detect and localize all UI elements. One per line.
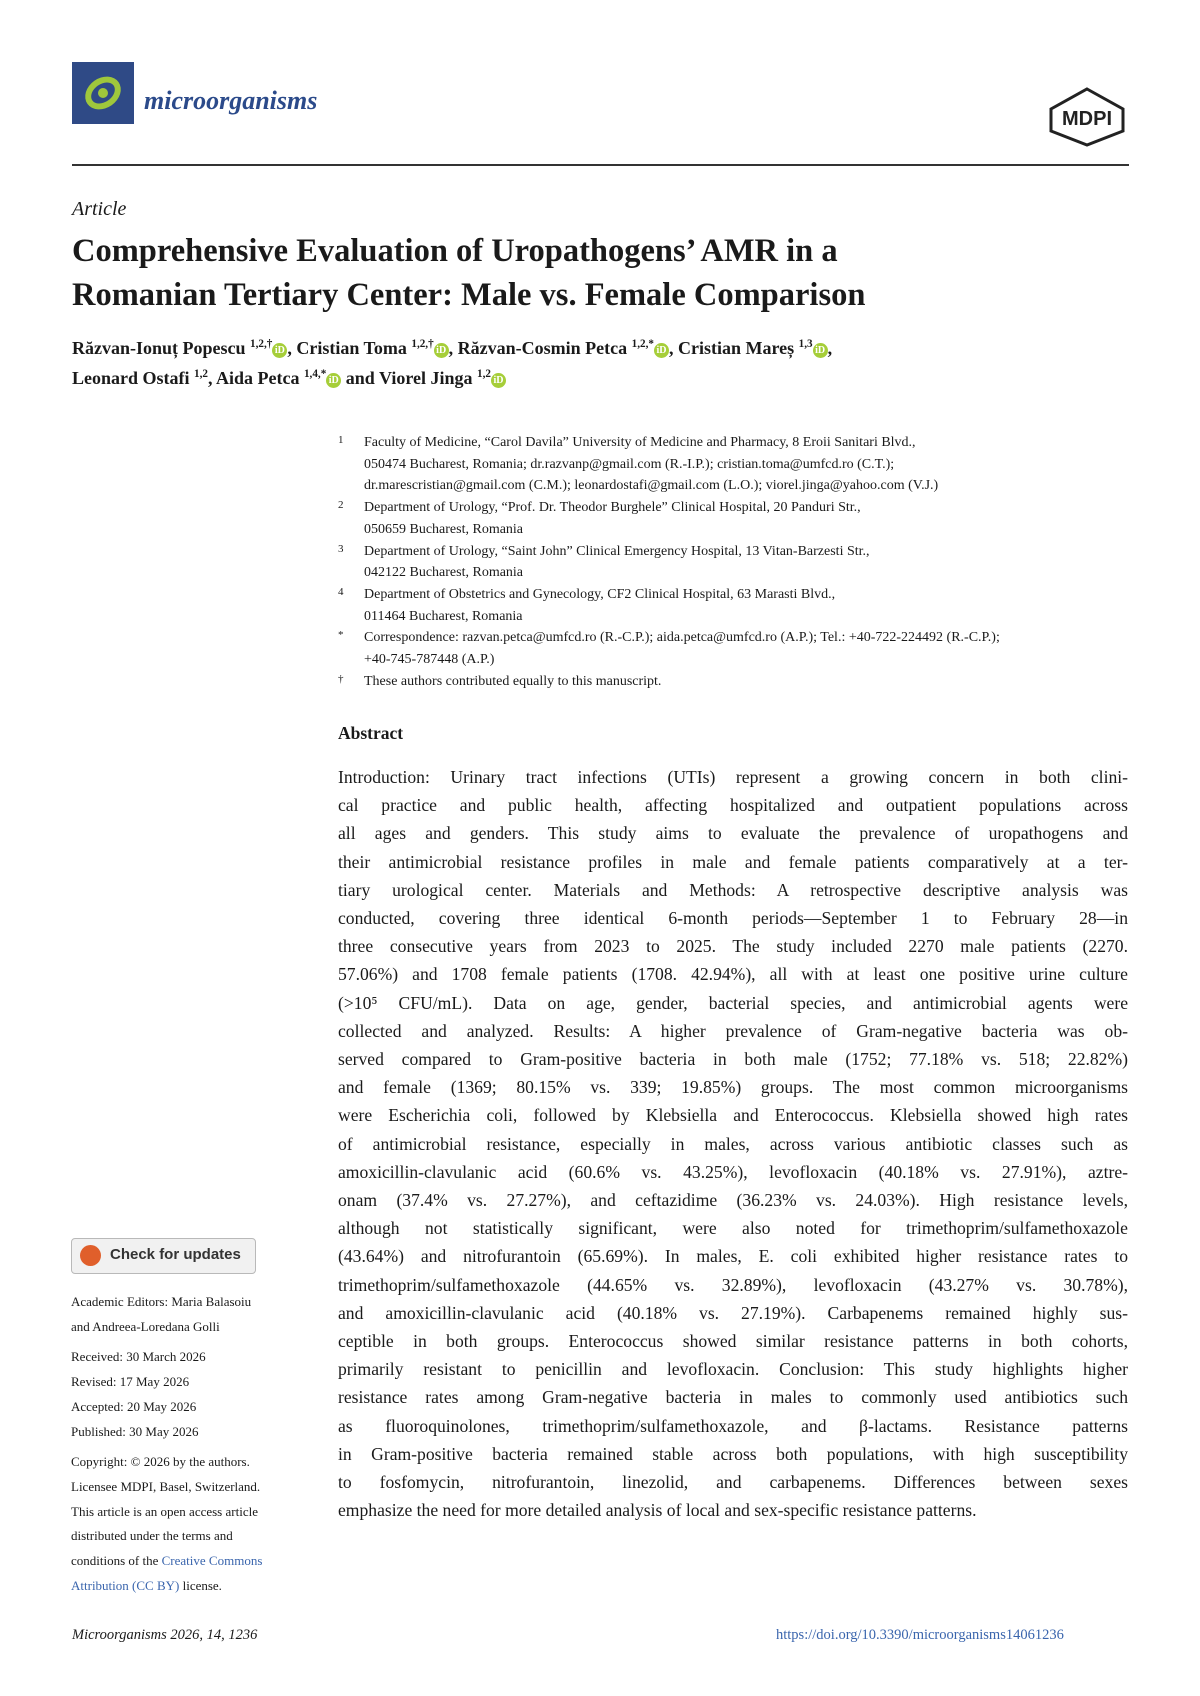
- abstract-line: to fosfomycin, nitrofurantoin, linezolid, and carbapenems. Differences between sexes: [338, 1472, 1128, 1493]
- orcid-icon[interactable]: iD: [654, 343, 669, 358]
- abstract-line: cal practice and public health, affecting hospitalized and outpatient populations across: [338, 795, 1128, 816]
- svg-text:MDPI: MDPI: [1062, 108, 1112, 130]
- affiliation-marker: 2: [338, 499, 344, 512]
- affiliation-line: 042122 Bucharest, Romania: [364, 565, 524, 581]
- affiliation-item: [338, 627, 1128, 670]
- license-link[interactable]: Attribution (CC BY): [71, 1577, 180, 1593]
- abstract-line: their antimicrobial resistance profiles in male and female patients comparatively at a ter-: [338, 851, 1128, 872]
- accepted-date: Accepted: 20 May 2026: [71, 1398, 197, 1414]
- copyright-line: Copyright: © 2026 by the authors.: [71, 1454, 250, 1470]
- affiliation-item: [338, 671, 1128, 693]
- received-date: Received: 30 March 2026: [71, 1349, 206, 1365]
- author[interactable]: Viorel Jinga $^{1,2}$iD: [379, 368, 506, 388]
- copyright-line: Licensee MDPI, Basel, Switzerland.: [71, 1478, 261, 1494]
- abstract-line: resistance rates among Gram-negative bacteria in males to commonly used antibiotics such: [338, 1387, 1128, 1408]
- author[interactable]: Răzvan-Cosmin Petca $^{1,2,*}$iD: [458, 338, 669, 358]
- abstract-line: although not statistically significant, were also noted for trimethoprim/sulfamethoxazole: [338, 1218, 1128, 1239]
- orcid-icon[interactable]: iD: [272, 343, 287, 358]
- abstract-line: (>10⁵ CFU/mL). Data on age, gender, bacterial species, and antimicrobial agents were: [338, 992, 1128, 1013]
- affiliation-item: [338, 584, 1128, 627]
- author-list: Răzvan-Ionuț Popescu $^{1,2,\dagger}$iD , Cristian Toma $^{1,2,\dagger}$iD , Răzvan-Cosmin Petca $^{1,2,*}$iD , Cristian Mareș $^{1,3}$iD , Leonard Ostafi $^{1,2}$, Aida Petca $^{1,4,*}$iD and Viorel Jinga $^{1,2}$iD: [72, 338, 833, 388]
- title-line: Comprehensive Evaluation of Uropathogens’ AMR in a: [72, 233, 838, 269]
- journal-name: microorganisms: [144, 86, 318, 115]
- abstract-line: Introduction: Urinary tract infections (UTIs) represent a growing concern in both clini-: [338, 767, 1128, 787]
- affiliation-line: Department of Obstetrics and Gynecology, CF2 Clinical Hospital, 63 Marasti Blvd.,: [364, 586, 836, 602]
- journal-logo-icon: [72, 62, 134, 124]
- affiliation-line: dr.marescristian@gmail.com (C.M.); leonardostafi@gmail.com (L.O.); viorel.jinga@yahoo.com (V.J.): [364, 478, 939, 494]
- article-type: Article: [72, 198, 127, 220]
- abstract-line: as fluoroquinolones, trimethoprim/sulfamethoxazole, and β-lactams. Resistance patterns: [338, 1415, 1128, 1436]
- orcid-icon[interactable]: iD: [813, 343, 828, 358]
- affiliation-line: Correspondence: razvan.petca@umfcd.ro (R.-C.P.); aida.petca@umfcd.ro (A.P.); Tel.: +40-722-224492 (R.-C.P.);: [364, 630, 1000, 646]
- abstract-line: and female (1369; 80.15% vs. 339; 19.85%) groups. The most common microorganisms: [338, 1077, 1128, 1098]
- title-line: Romanian Tertiary Center: Male vs. Female Comparison: [72, 277, 866, 313]
- article-metadata: [71, 1290, 316, 1598]
- abstract-line: collected and analyzed. Results: A higher prevalence of Gram-negative bacteria was ob-: [338, 1020, 1128, 1041]
- abstract-heading: Abstract: [338, 723, 404, 743]
- abstract-line: of antimicrobial resistance, especially in males, across various antibiotic classes such as: [338, 1133, 1128, 1154]
- footer-citation: Microorganisms 2026, 14, 1236: [72, 1627, 258, 1643]
- abstract-line: emphasize the need for more detailed analysis of local and sex-specific resistance patterns.: [338, 1500, 977, 1521]
- affiliation-marker: 1: [338, 434, 344, 446]
- affiliation-line: Department of Urology, “Prof. Dr. Theodor Burghele” Clinical Hospital, 20 Panduri Str.,: [364, 500, 861, 516]
- abstract-line: onam (37.4% vs. 27.27%), and ceftazidime (36.23% vs. 24.03%). High resistance levels,: [338, 1190, 1128, 1211]
- affiliation-marker: 3: [338, 542, 344, 555]
- check-for-updates-button[interactable]: [71, 1238, 256, 1274]
- author[interactable]: Leonard Ostafi $^{1,2}$: [72, 368, 208, 388]
- affiliation-line: 050474 Bucharest, Romania; dr.razvanp@gmail.com (R.-I.P.); cristian.toma@umfcd.ro (C.T.);: [364, 456, 895, 472]
- affiliation-line: Department of Urology, “Saint John” Clinical Emergency Hospital, 13 Vitan-Barzesti Str.,: [364, 543, 870, 559]
- affiliation-marker: *: [338, 629, 344, 642]
- copyright-line: distributed under the terms and: [71, 1528, 233, 1544]
- abstract-line: all ages and genders. This study aims to evaluate the prevalence of uropathogens and: [338, 823, 1128, 844]
- abstract-line: conducted, covering three identical 6-month periods—September 1 to February 28—in: [338, 908, 1128, 929]
- abstract-body: [338, 763, 1128, 1524]
- revised-date: Revised: 17 May 2026: [71, 1374, 190, 1390]
- header-divider: [72, 164, 1129, 166]
- author[interactable]: Aida Petca $^{1,4,*}$iD: [216, 368, 341, 388]
- doi-link[interactable]: https://doi.org/10.3390/microorganisms14061236: [776, 1627, 1064, 1643]
- copyright-line: This article is an open access article: [71, 1503, 258, 1519]
- abstract-line: (43.64%) and nitrofurantoin (65.69%). In males, E. coli exhibited higher resistance rates to: [338, 1246, 1128, 1267]
- academic-editors: Academic Editors: Maria Balasoiu: [71, 1294, 252, 1309]
- academic-editors: and Andreea-Loredana Golli: [71, 1318, 220, 1334]
- author[interactable]: Cristian Mareș $^{1,3}$iD: [678, 338, 828, 358]
- license-link[interactable]: Creative Commons: [161, 1553, 263, 1569]
- abstract-line: in Gram-positive bacteria remained stable across both populations, with high susceptibility: [338, 1443, 1128, 1464]
- published-date: Published: 30 May 2026: [71, 1423, 199, 1439]
- abstract-line: primarily resistant to penicillin and levofloxacin. Conclusion: This study highlights higher: [338, 1359, 1128, 1380]
- affiliation-line: +40-745-787448 (A.P.): [364, 652, 495, 668]
- affiliation-item: [338, 432, 1128, 497]
- abstract-line: 57.06%) and 1708 female patients (1708. 42.94%), all with at least one positive urine culture: [338, 964, 1128, 985]
- abstract-line: three consecutive years from 2023 to 2025. The study included 2270 male patients (2270.: [338, 936, 1128, 957]
- abstract-line: tiary urological center. Materials and Methods: A retrospective descriptive analysis was: [338, 879, 1128, 900]
- article-title: [72, 229, 1122, 317]
- affiliation-marker: †: [338, 672, 344, 685]
- check-updates-label: Check for updates: [110, 1246, 241, 1263]
- affiliation-line: Faculty of Medicine, “Carol Davila” University of Medicine and Pharmacy, 8 Eroii Sanitari Blvd.,: [364, 435, 916, 450]
- check-updates-icon: [80, 1245, 101, 1266]
- abstract-line: trimethoprim/sulfamethoxazole (44.65% vs. 32.89%), levofloxacin (43.27% vs. 30.78%),: [338, 1274, 1128, 1295]
- abstract-line: ceptible in both groups. Enterococcus showed similar resistance patterns in both cohorts,: [338, 1331, 1128, 1352]
- copyright-line: Attribution (CC BY) license.: [71, 1577, 222, 1593]
- copyright-line: conditions of the Creative Commons: [71, 1553, 263, 1569]
- affiliation-marker: 4: [338, 585, 344, 598]
- orcid-icon[interactable]: iD: [491, 373, 506, 388]
- affiliation-line: These authors contributed equally to this manuscript.: [364, 673, 662, 689]
- affiliation-item: [338, 497, 1128, 540]
- abstract-line: and amoxicillin-clavulanic acid (40.18% vs. 27.19%). Carbapenems remained highly sus-: [338, 1302, 1128, 1323]
- affiliation-line: 050659 Bucharest, Romania: [364, 521, 524, 537]
- affiliation-item: [338, 541, 1128, 584]
- affiliation-line: 011464 Bucharest, Romania: [364, 608, 523, 624]
- author[interactable]: Cristian Toma $^{1,2,\dagger}$iD: [296, 338, 448, 358]
- orcid-icon[interactable]: iD: [434, 343, 449, 358]
- abstract-line: were Escherichia coli, followed by Klebsiella and Enterococcus. Klebsiella showed high rates: [338, 1105, 1128, 1126]
- affiliations: [338, 432, 1128, 692]
- abstract-line: amoxicillin-clavulanic acid (60.6% vs. 43.25%), levofloxacin (40.18% vs. 27.91%), aztre-: [338, 1161, 1128, 1182]
- abstract-line: served compared to Gram-positive bacteria in both male (1752; 77.18% vs. 518; 22.82%): [338, 1049, 1128, 1070]
- author[interactable]: Răzvan-Ionuț Popescu $^{1,2,\dagger}$iD: [72, 338, 287, 358]
- mdpi-logo: [1047, 87, 1127, 152]
- orcid-icon[interactable]: iD: [326, 373, 341, 388]
